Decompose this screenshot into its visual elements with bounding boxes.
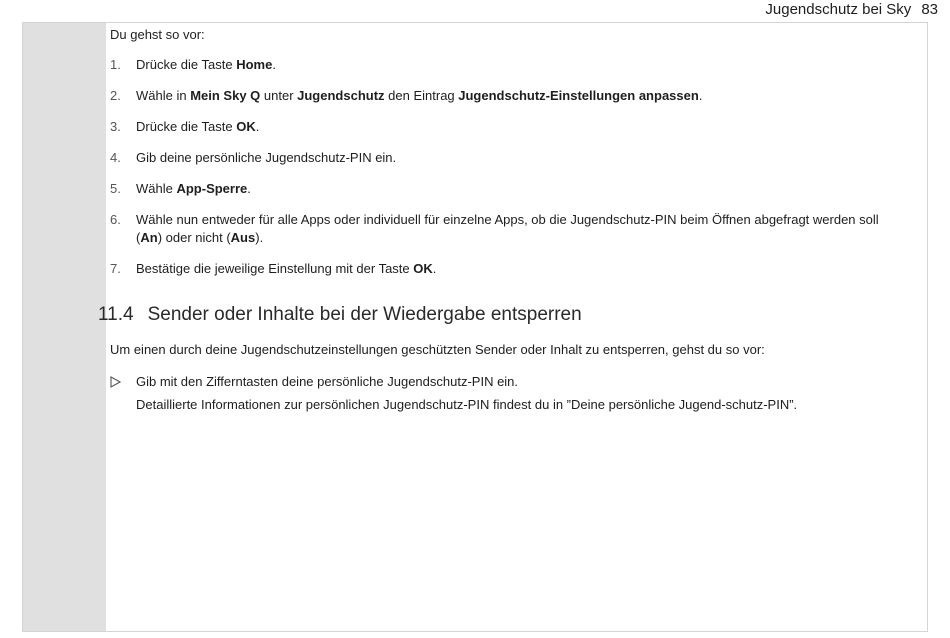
intro-text: Du gehst so vor: <box>110 27 205 42</box>
step-number: 2. <box>110 88 121 103</box>
step-text-run: . <box>698 88 703 103</box>
action-text: Gib mit den Zifferntasten deine persönliche Jugendschutz-PIN ein. <box>136 374 519 389</box>
step-bold-text: Mein Sky Q <box>190 88 261 103</box>
action-detail: Detaillierte Informationen zur persönlichen Jugendschutz-PIN findest du in ”Deine persönliche Jugend-schutz-PIN”. <box>136 397 798 412</box>
step-item <box>110 149 900 167</box>
step-text-run: Wähle nun entweder für alle Apps oder individuell für einzelne Apps, ob die Jugendschutz-PIN beim Öffnen abgefragt werden soll ( <box>136 212 879 245</box>
step-bold-text: OK <box>413 261 433 276</box>
step-text <box>136 88 702 103</box>
step-text <box>136 57 276 72</box>
step-text <box>136 150 396 165</box>
section-paragraph: Um einen durch deine Jugendschutzeinstellungen geschützten Sender oder Inhalt zu entsperren, gehst du so vor: <box>110 342 765 357</box>
steps-list <box>110 56 900 278</box>
step-number: 4. <box>110 150 121 165</box>
step-text <box>136 119 259 134</box>
step-text-run: ) oder nicht ( <box>157 230 231 245</box>
step-text-run: Wähle in <box>136 88 191 103</box>
step-bold-text: OK <box>236 119 256 134</box>
header-title: Jugendschutz bei Sky <box>765 1 912 18</box>
step-text-run: ). <box>255 230 264 245</box>
step-bold-text: Aus <box>230 230 256 245</box>
step-number: 7. <box>110 261 121 276</box>
step-bold-text: App-Sperre <box>176 181 248 196</box>
section-title: Sender oder Inhalte bei der Wiedergabe entsperren <box>147 304 582 325</box>
action-item <box>110 373 900 414</box>
triangle-right-icon <box>110 373 121 388</box>
step-bold-text: Jugendschutz-Einstellungen anpassen <box>458 88 699 103</box>
step-text-run: unter <box>260 88 298 103</box>
step-item <box>110 211 900 247</box>
step-text-run: Wähle <box>136 181 177 196</box>
step-item <box>110 180 900 198</box>
step-bold-text: Jugendschutz <box>297 88 385 103</box>
step-number: 1. <box>110 57 121 72</box>
step-text-run: . <box>247 181 251 196</box>
step-text <box>136 212 879 245</box>
page-gutter <box>23 23 106 631</box>
page-header <box>765 0 938 22</box>
step-text-run: Drücke die Taste <box>136 57 237 72</box>
step-text-run: Gib deine persönliche Jugendschutz-PIN ein. <box>136 150 397 165</box>
section-number: 11.4 <box>98 304 134 325</box>
step-text-run: Drücke die Taste <box>136 119 237 134</box>
step-text <box>136 181 251 196</box>
step-text-run: . <box>272 57 276 72</box>
page-content <box>98 26 900 414</box>
step-item <box>110 260 900 278</box>
step-number: 6. <box>110 212 121 227</box>
step-bold-text: An <box>140 230 158 245</box>
step-number: 5. <box>110 181 121 196</box>
section-heading <box>98 303 900 327</box>
step-text-run: den Eintrag <box>384 88 459 103</box>
step-text-run: Bestätige die jeweilige Einstellung mit der Taste <box>136 261 414 276</box>
step-bold-text: Home <box>236 57 273 72</box>
step-item <box>110 87 900 105</box>
page-number: 83 <box>921 1 938 18</box>
step-text-run: . <box>255 119 260 134</box>
step-text <box>136 261 436 276</box>
step-text-run: . <box>432 261 437 276</box>
step-number: 3. <box>110 119 121 134</box>
step-item <box>110 56 900 74</box>
step-item <box>110 118 900 136</box>
